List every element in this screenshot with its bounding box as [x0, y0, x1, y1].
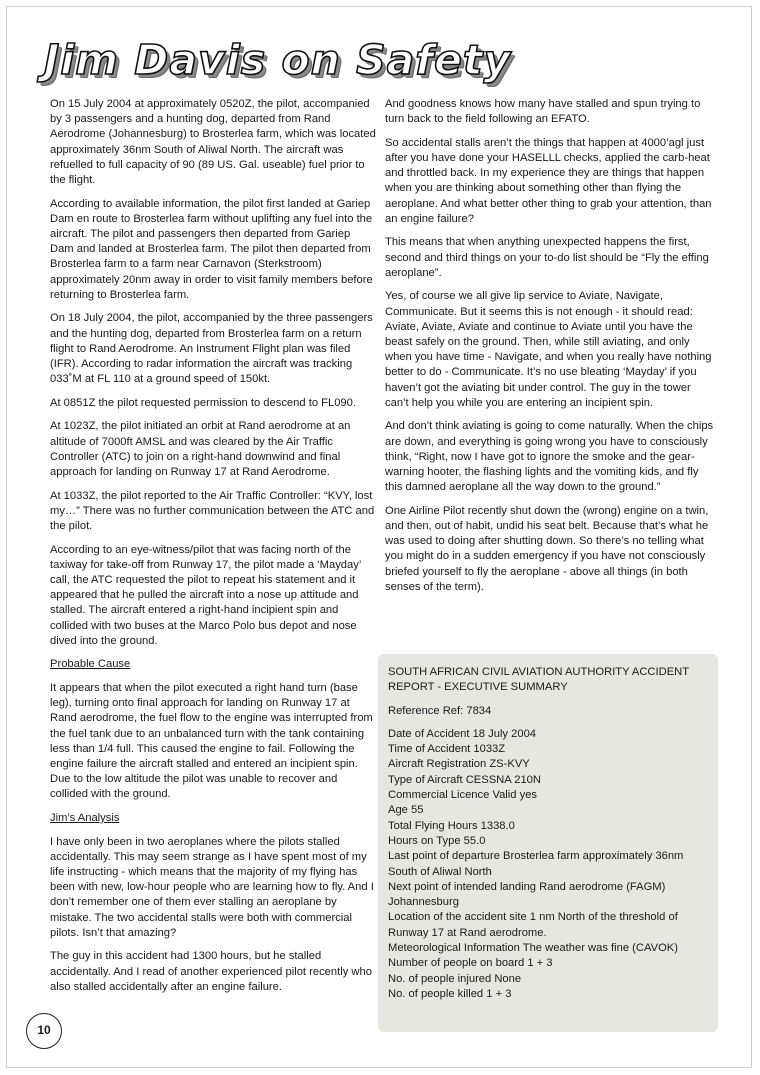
section-heading-probable-cause: Probable Cause [50, 658, 131, 671]
paragraph: On 18 July 2004, the pilot, accompanied by the three passengers and the hunting dog, departed from Brosterlea farm on a return flight to Rand Aerodrome. An Instrument Flight plan was filed (IFR). According to radar information the aircraft was tracking 033˚M at FL 110 at a ground speed of 150kt. [50, 312, 373, 386]
paragraph: On 15 July 2004 at approximately 0520Z, the pilot, accompanied by 3 passengers and a hunting dog, departed from Rand Aerodrome (Johannesburg) to Brosterlea farm, which was located approximately 36nm South of Aliwal North. The aircraft was refuelled to full capacity of 90 (89 US. Gal. useable) fuel prior to the flight. [50, 98, 376, 187]
summary-line: Hours on Type 55.0 [388, 834, 486, 847]
summary-line: Last point of departure Brosterlea farm approximately 36nm South of Aliwal North [388, 850, 684, 878]
paragraph: According to available information, the pilot first landed at Gariep Dam en route to Brosterlea farm without uplifting any fuel into the aircraft. The pilot and passengers then departed from Gariep Dam and landed at Brosterlea farm. The pilot then departed from Brosterlea farm to a farm near Carnavon (Sterkstroom) approximately 20nm away in order to visit family members before returning to Brosterlea farm. [50, 197, 373, 301]
article-title: Jim Davis on Safety [44, 36, 512, 84]
right-column [385, 97, 715, 603]
summary-line: Number of people on board 1 + 3 [388, 957, 553, 970]
summary-line: Age 55 [388, 804, 424, 817]
accident-summary-box [378, 654, 718, 1032]
summary-line: Time of Accident 1033Z [388, 743, 506, 756]
summary-reference: Reference Ref: 7834 [388, 704, 492, 717]
paragraph: And goodness knows how many have stalled and spun trying to turn back to the field following an EFATO. [385, 98, 701, 126]
paragraph: The guy in this accident had 1300 hours, but he stalled accidentally. And I read of another experienced pilot recently who also stalled accidentally after an engine failure. [50, 950, 372, 993]
paragraph: So accidental stalls aren’t the things that happen at 4000’agl just after you have done your HASELLL checks, applied the carb-heat and throttled back. In my experience they are things that happen when you are thinking about something other than flying the aeroplane. And what better other thing to grab your attention, than an engine failure? [385, 136, 712, 225]
left-column [50, 97, 376, 1003]
paragraph: Yes, of course we all give lip service to Aviate, Navigate, Communicate. But it seems this is not enough - it should read: Aviate, Aviate, Aviate and continue to Aviate until you have the beast safely on the ground. Then, while still aviating, and only when you have time - Navigate, and when you really have nothing better to do - Communicate. It’s no use bleating ‘Mayday’ if you haven’t got the aviating bit under control. The guy in the tower can’t help you while you are entering an incipient spin. [385, 290, 712, 409]
summary-line: Aircraft Registration ZS-KVY [388, 758, 530, 771]
summary-line: Meteorological Information The weather was fine (CAVOK) [388, 942, 678, 955]
paragraph: This means that when anything unexpected happens the first, second and third things on your to-do list should be “Fly the effing aeroplane”. [385, 236, 709, 279]
summary-header: SOUTH AFRICAN CIVIL AVIATION AUTHORITY ACCIDENT REPORT - EXECUTIVE SUMMARY [388, 666, 689, 694]
summary-line: Type of Aircraft CESSNA 210N [388, 773, 541, 786]
summary-line: No. of people injured None [388, 972, 522, 985]
paragraph: And don’t think aviating is going to come naturally. When the chips are down, and everything is going wrong you have to consciously think, “Right, now I have got to ignore the smoke and the gear-warning hooter, the flashing lights and the vomiting kids, and fly this damned aeroplane all the way down to the ground.” [385, 420, 714, 494]
summary-line: Total Flying Hours 1338.0 [388, 819, 515, 832]
paragraph: One Airline Pilot recently shut down the (wrong) engine on a twin, and then, out of habit, undid his seat belt. Because that’s what he was used to doing after shutting down. So there’s no telling what you might do in a sudden emergency if you have not consciously briefed yourself to fly the aeroplane - above all things (in both senses of the term). [385, 504, 709, 593]
paragraph: According to an eye-witness/pilot that was facing north of the taxiway for take-off from Runway 17, the pilot made a ‘Mayday’ call, the ATC requested the pilot to repeat his statement and it appeared that he pulled the aircraft into a nose up attitude and stalled. The aircraft entered a right-hand incipient spin and collided with two buses at the Marco Polo bus depot and nose dived into the ground. [50, 543, 361, 647]
paragraph: At 1033Z, the pilot reported to the Air Traffic Controller: “KVY, lost my…” There was no further communication between the ATC and the pilot. [50, 489, 375, 533]
summary-line: Location of the accident site 1 nm North of the threshold of Runway 17 at Rand aerodrome. [388, 911, 678, 939]
paragraph: At 0851Z the pilot requested permission to descend to FL090. [50, 396, 356, 409]
section-heading-jims-analysis: Jim’s Analysis [50, 812, 120, 825]
summary-line: Next point of intended landing Rand aerodrome (FAGM) Johannesburg [388, 880, 666, 909]
summary-line: Date of Accident 18 July 2004 [388, 727, 537, 740]
paragraph: It appears that when the pilot executed a right hand turn (base leg), turning onto final approach for landing on Runway 17 at Rand aerodrome, the fuel flow to the engine was interrupted from the fuel tank due to an unbalanced turn with the tank containing less than 1/4 full. This caused the engine to fail. Following the engine failure the aircraft stalled and entered an incipient spin. Due to the low altitude the pilot was unable to recover and collided with the ground. [50, 682, 373, 801]
summary-line: Commercial Licence Valid yes [388, 789, 538, 802]
summary-line: No. of people killed 1 + 3 [388, 987, 512, 1000]
paragraph: I have only been in two aeroplanes where the pilots stalled accidentally. This may seem strange as I have spent most of my life instructing - which means that the majority of my flying has been with new, low-hour people who are learning how to fly. And I don’t remember one of them ever stalling an aeroplane by mistake. The two accidental stalls were both with commercial pilots. Isn’t that amazing? [50, 835, 374, 939]
paragraph: At 1023Z, the pilot initiated an orbit at Rand aerodrome at an altitude of 7000ft AMSL and was cleared by the Air Traffic Controller (ATC) to join on a right-hand downwind and final approach for landing on Runway 17 at Rand Aerodrome. [50, 420, 351, 479]
page-number: 10 [26, 1013, 62, 1049]
